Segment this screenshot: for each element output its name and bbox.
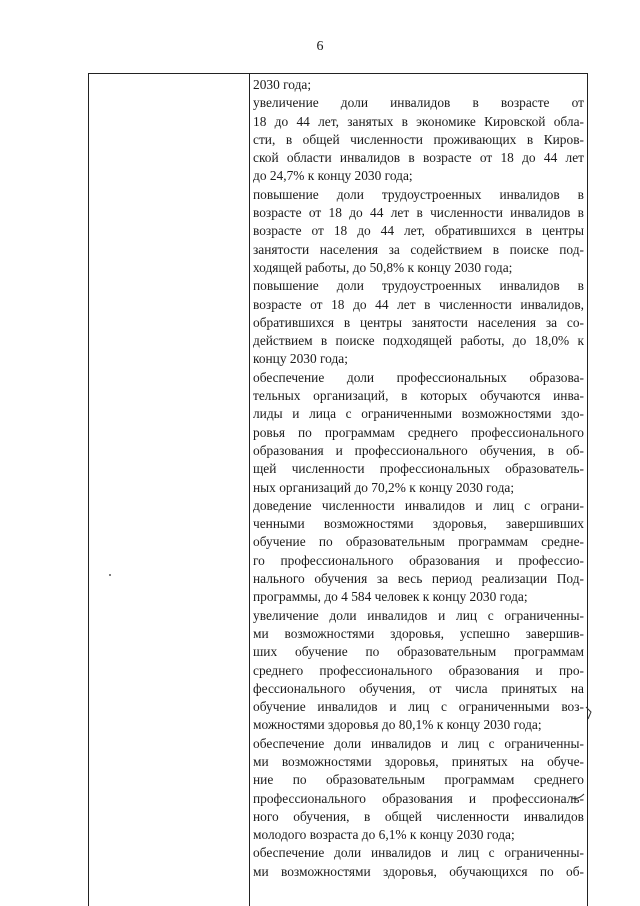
page-number: 6	[316, 39, 324, 54]
text-line: среднего профессионального образования и про-	[253, 662, 584, 678]
left-column-cell	[89, 74, 249, 906]
text-line: обратившихся в центры занятости населения за со-	[253, 314, 584, 330]
right-column-text	[253, 76, 584, 881]
text-line: ходящей работы, до 50,8% к концу 2030 года;	[253, 259, 513, 275]
text-line: нального обучения за весь период реализации Под-	[253, 571, 584, 587]
text-line: возрасте от 18 до 44 лет, обратившихся в центры	[253, 223, 584, 239]
text-line: программы, до 4 584 человек к концу 2030 года;	[253, 589, 528, 605]
pen-mark-icon	[571, 792, 585, 800]
text-line: повышение доли трудоустроенных инвалидов в	[253, 278, 584, 294]
text-line: можностями здоровья до 80,1% к концу 2030 года;	[253, 717, 542, 733]
text-line: ми возможностями здоровья, принятых на обуче-	[253, 753, 584, 769]
column-divider	[249, 74, 250, 906]
text-line: обучение по образовательным программам средне-	[253, 534, 584, 550]
text-line: 18 до 44 лет, занятых в экономике Кировской обла-	[253, 113, 584, 129]
text-line: фессионального обучения, от числа принятых на	[253, 680, 584, 696]
text-line: 2030 года;	[253, 77, 312, 92]
text-line: обеспечение доли инвалидов и лиц с ограниченны-	[253, 735, 584, 751]
text-line: возрасте от 18 до 44 лет в численности инвалидов,	[253, 296, 584, 312]
text-line: ми возможностями здоровья, успешно завершив-	[253, 625, 584, 641]
text-line: ской области инвалидов в возрасте от 18 до 44 лет	[253, 150, 584, 166]
text-line: лиды и лица с ограниченными возможностями здо-	[253, 406, 584, 422]
text-line: ми возможностями здоровья, обучающихся по об-	[253, 863, 584, 879]
text-line: обеспечение доли инвалидов и лиц с ограниченны-	[253, 845, 584, 861]
text-line: ние по образовательным программам среднего	[253, 772, 584, 788]
scan-speck	[109, 574, 111, 576]
text-line: занятости населения за содействием в поиске под-	[253, 241, 584, 257]
text-line: молодого возраста до 6,1% к концу 2030 года;	[253, 827, 515, 843]
text-line: доведение численности инвалидов и лиц с ограни-	[253, 497, 584, 513]
text-line: тельных организаций, в которых обучаются инва-	[253, 388, 584, 404]
text-line: увеличение доли инвалидов и лиц с ограниченны-	[253, 607, 584, 623]
text-line: обеспечение доли профессиональных образова-	[253, 369, 584, 385]
text-line: увеличение доли инвалидов в возрасте от	[253, 95, 584, 111]
text-line: образования и профессионального обучения, в об-	[253, 442, 584, 458]
text-line: го профессионального образования и профессио-	[253, 552, 584, 568]
text-line: ших обучение по образовательным программам	[253, 644, 584, 660]
text-line: щей численности профессиональных образователь-	[253, 461, 584, 477]
text-line: ных организаций до 70,2% к концу 2030 года;	[253, 479, 515, 495]
text-line: ного обучения, в общей численности инвалидов	[253, 808, 584, 824]
text-line: профессионального образования и профессиональ-	[253, 790, 584, 806]
text-line: действием в поиске подходящей работы, до 18,0% к	[253, 333, 584, 349]
text-line: ченными возможностями здоровья, завершивших	[253, 516, 584, 532]
text-line: ровья по программам среднего профессионального	[253, 424, 584, 440]
text-line: концу 2030 года;	[253, 351, 348, 367]
text-line: сти, в общей численности проживающих в Киров-	[253, 131, 584, 147]
text-line: возрасте от 18 до 44 лет в численности инвалидов в	[253, 205, 584, 221]
content-table	[88, 73, 588, 906]
text-line: повышение доли трудоустроенных инвалидов в	[253, 186, 584, 202]
pen-mark-icon	[585, 706, 593, 720]
text-line: до 24,7% к концу 2030 года;	[253, 168, 413, 184]
text-line: обучение инвалидов и лиц с ограниченными воз-	[253, 699, 584, 715]
